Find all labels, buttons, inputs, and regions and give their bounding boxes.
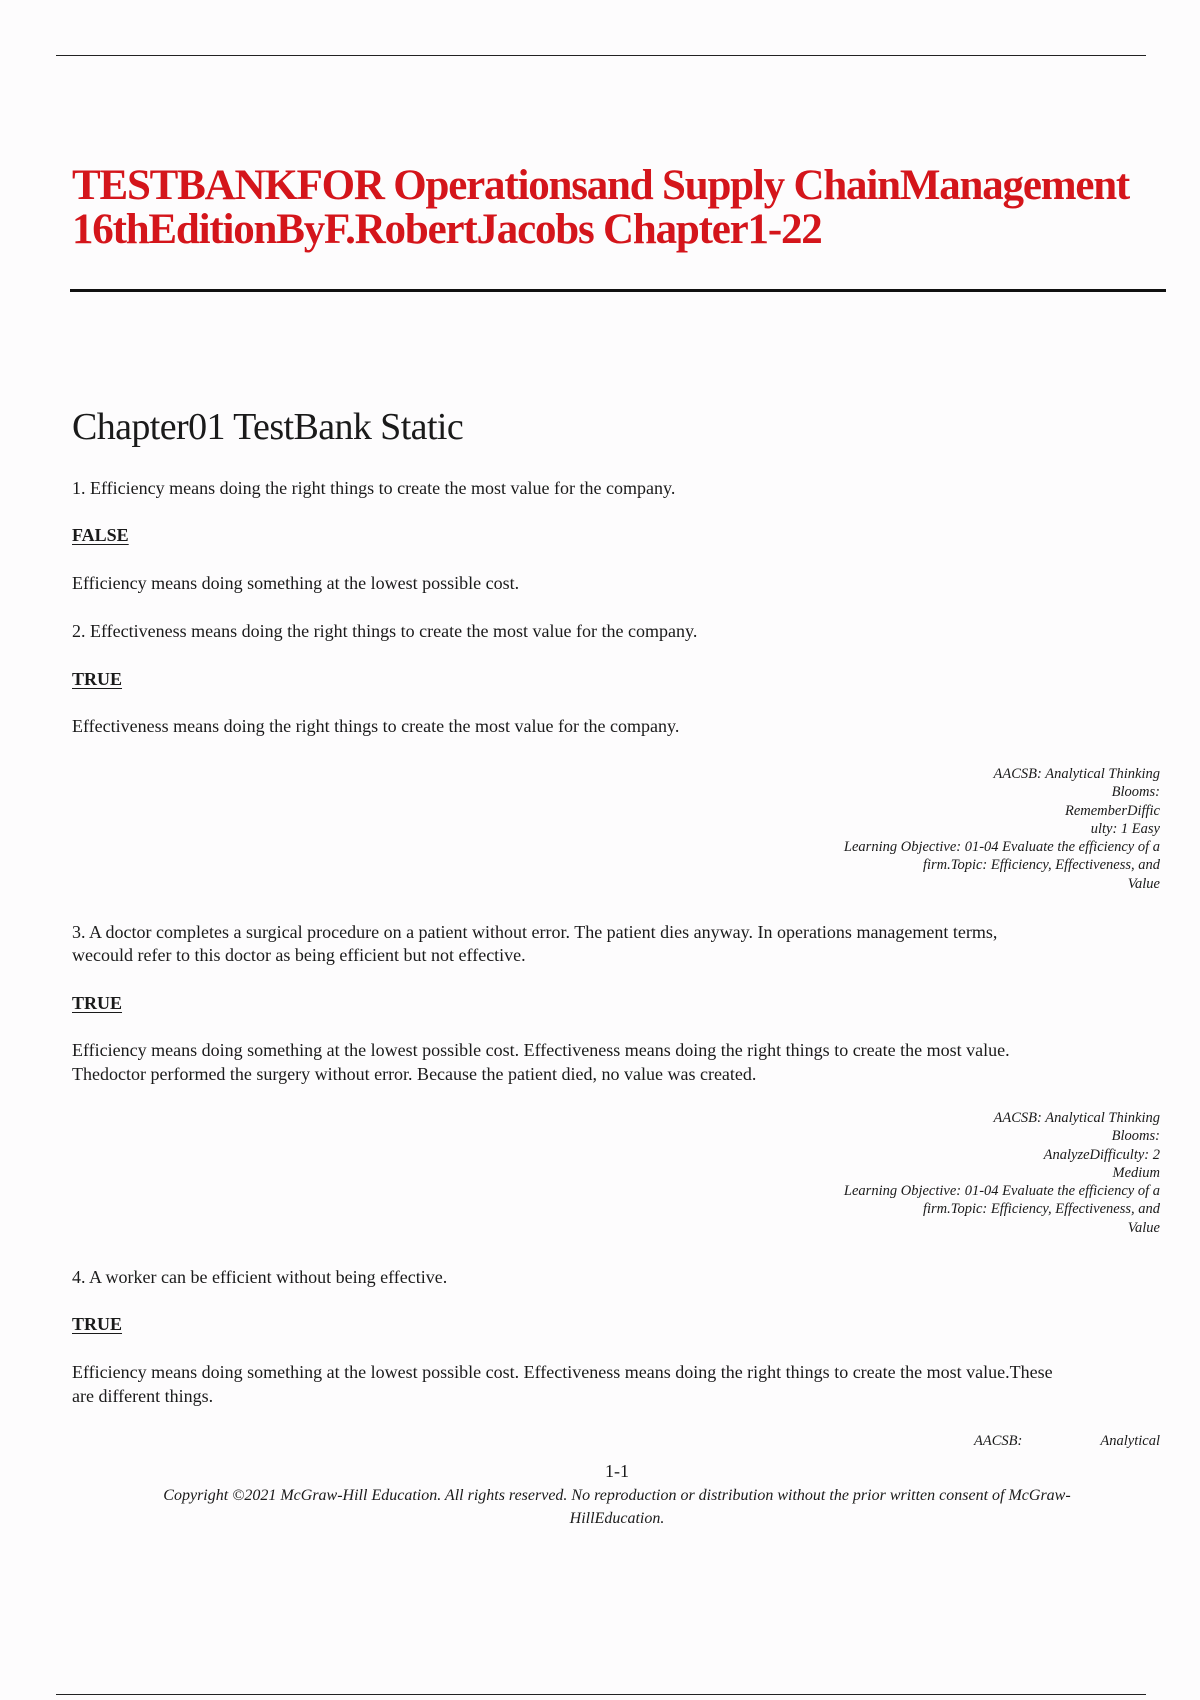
title-rule (70, 289, 1166, 292)
question-4-answer: TRUE (72, 1314, 123, 1334)
question-2-answer: TRUE (72, 669, 123, 689)
copyright-line-1: Copyright ©2021 McGraw-Hill Education. All rights reserved. No reproduction or distribution without the prior written consent of McGraw- (163, 1487, 1071, 1504)
meta-line: firm.Topic: Efficiency, Effectiveness, and (922, 857, 1160, 874)
question-4-prompt: 4. A worker can be efficient without being effective. (72, 1267, 448, 1287)
question-2-prompt: 2. Effectiveness means doing the right things to create the most value for the company. (72, 621, 698, 641)
question-1-explanation: Efficiency means doing something at the lowest possible cost. (72, 573, 520, 593)
question-4-explanation-line-1: Efficiency means doing something at the lowest possible cost. Effectiveness means doing the right things to create the most value.These (72, 1362, 1053, 1382)
meta-line: Blooms: (1111, 784, 1160, 801)
copyright-line-2: HillEducation. (569, 1510, 665, 1527)
meta-line: AnalyzeDifficulty: 2 (1043, 1146, 1160, 1163)
meta-line: ulty: 1 Easy (1090, 820, 1160, 837)
meta-line: AACSB: Analytical Thinking (993, 766, 1160, 782)
meta-line: Learning Objective: 01-04 Evaluate the efficiency of a (843, 839, 1160, 856)
meta-line: Value (1127, 875, 1160, 892)
question-3-prompt-line-1: 3. A doctor completes a surgical procedure on a patient without error. The patient dies anyway. In operations management terms, (72, 922, 998, 942)
question-3-answer: TRUE (72, 993, 123, 1013)
meta-line: firm.Topic: Efficiency, Effectiveness, and (922, 1201, 1160, 1218)
question-4-meta-analytical: Analytical (1100, 1433, 1160, 1449)
title-line-2: 16thEditionByF.RobertJacobs Chapter1-22 (72, 206, 822, 253)
meta-line: RememberDiffic (1064, 802, 1160, 819)
top-rule (56, 55, 1146, 56)
chapter-heading: Chapter01 TestBank Static (72, 406, 464, 448)
question-2-metadata (760, 765, 1160, 893)
title-line-1: TESTBANKFOR Operationsand Supply ChainManagement (72, 162, 1130, 209)
question-4-explanation-line-2: are different things. (72, 1386, 214, 1406)
bottom-rule (56, 1694, 1146, 1695)
meta-line: Medium (1112, 1164, 1160, 1181)
question-2-explanation: Effectiveness means doing the right things to create the most value for the company. (72, 716, 680, 736)
question-3-explanation-line-2: Thedoctor performed the surgery without error. Because the patient died, no value was created. (72, 1064, 757, 1084)
meta-line: Learning Objective: 01-04 Evaluate the efficiency of a (843, 1183, 1160, 1200)
question-4-meta-aacsb: AACSB: (974, 1433, 1023, 1449)
question-3-prompt-line-2: wecould refer to this doctor as being efficient but not effective. (72, 945, 526, 965)
meta-line: Value (1127, 1219, 1160, 1236)
meta-line: Blooms: (1111, 1128, 1160, 1145)
page-number: 1-1 (605, 1461, 629, 1481)
document-title (72, 164, 1182, 252)
copyright-notice (90, 1484, 1144, 1530)
question-3-metadata (760, 1109, 1160, 1237)
question-1-answer: FALSE (72, 525, 129, 545)
question-3-explanation-line-1: Efficiency means doing something at the lowest possible cost. Effectiveness means doing the right things to create the most value. (72, 1040, 1010, 1060)
question-1-prompt: 1. Efficiency means doing the right things to create the most value for the company. (72, 478, 676, 498)
meta-line: AACSB: Analytical Thinking (993, 1110, 1160, 1126)
